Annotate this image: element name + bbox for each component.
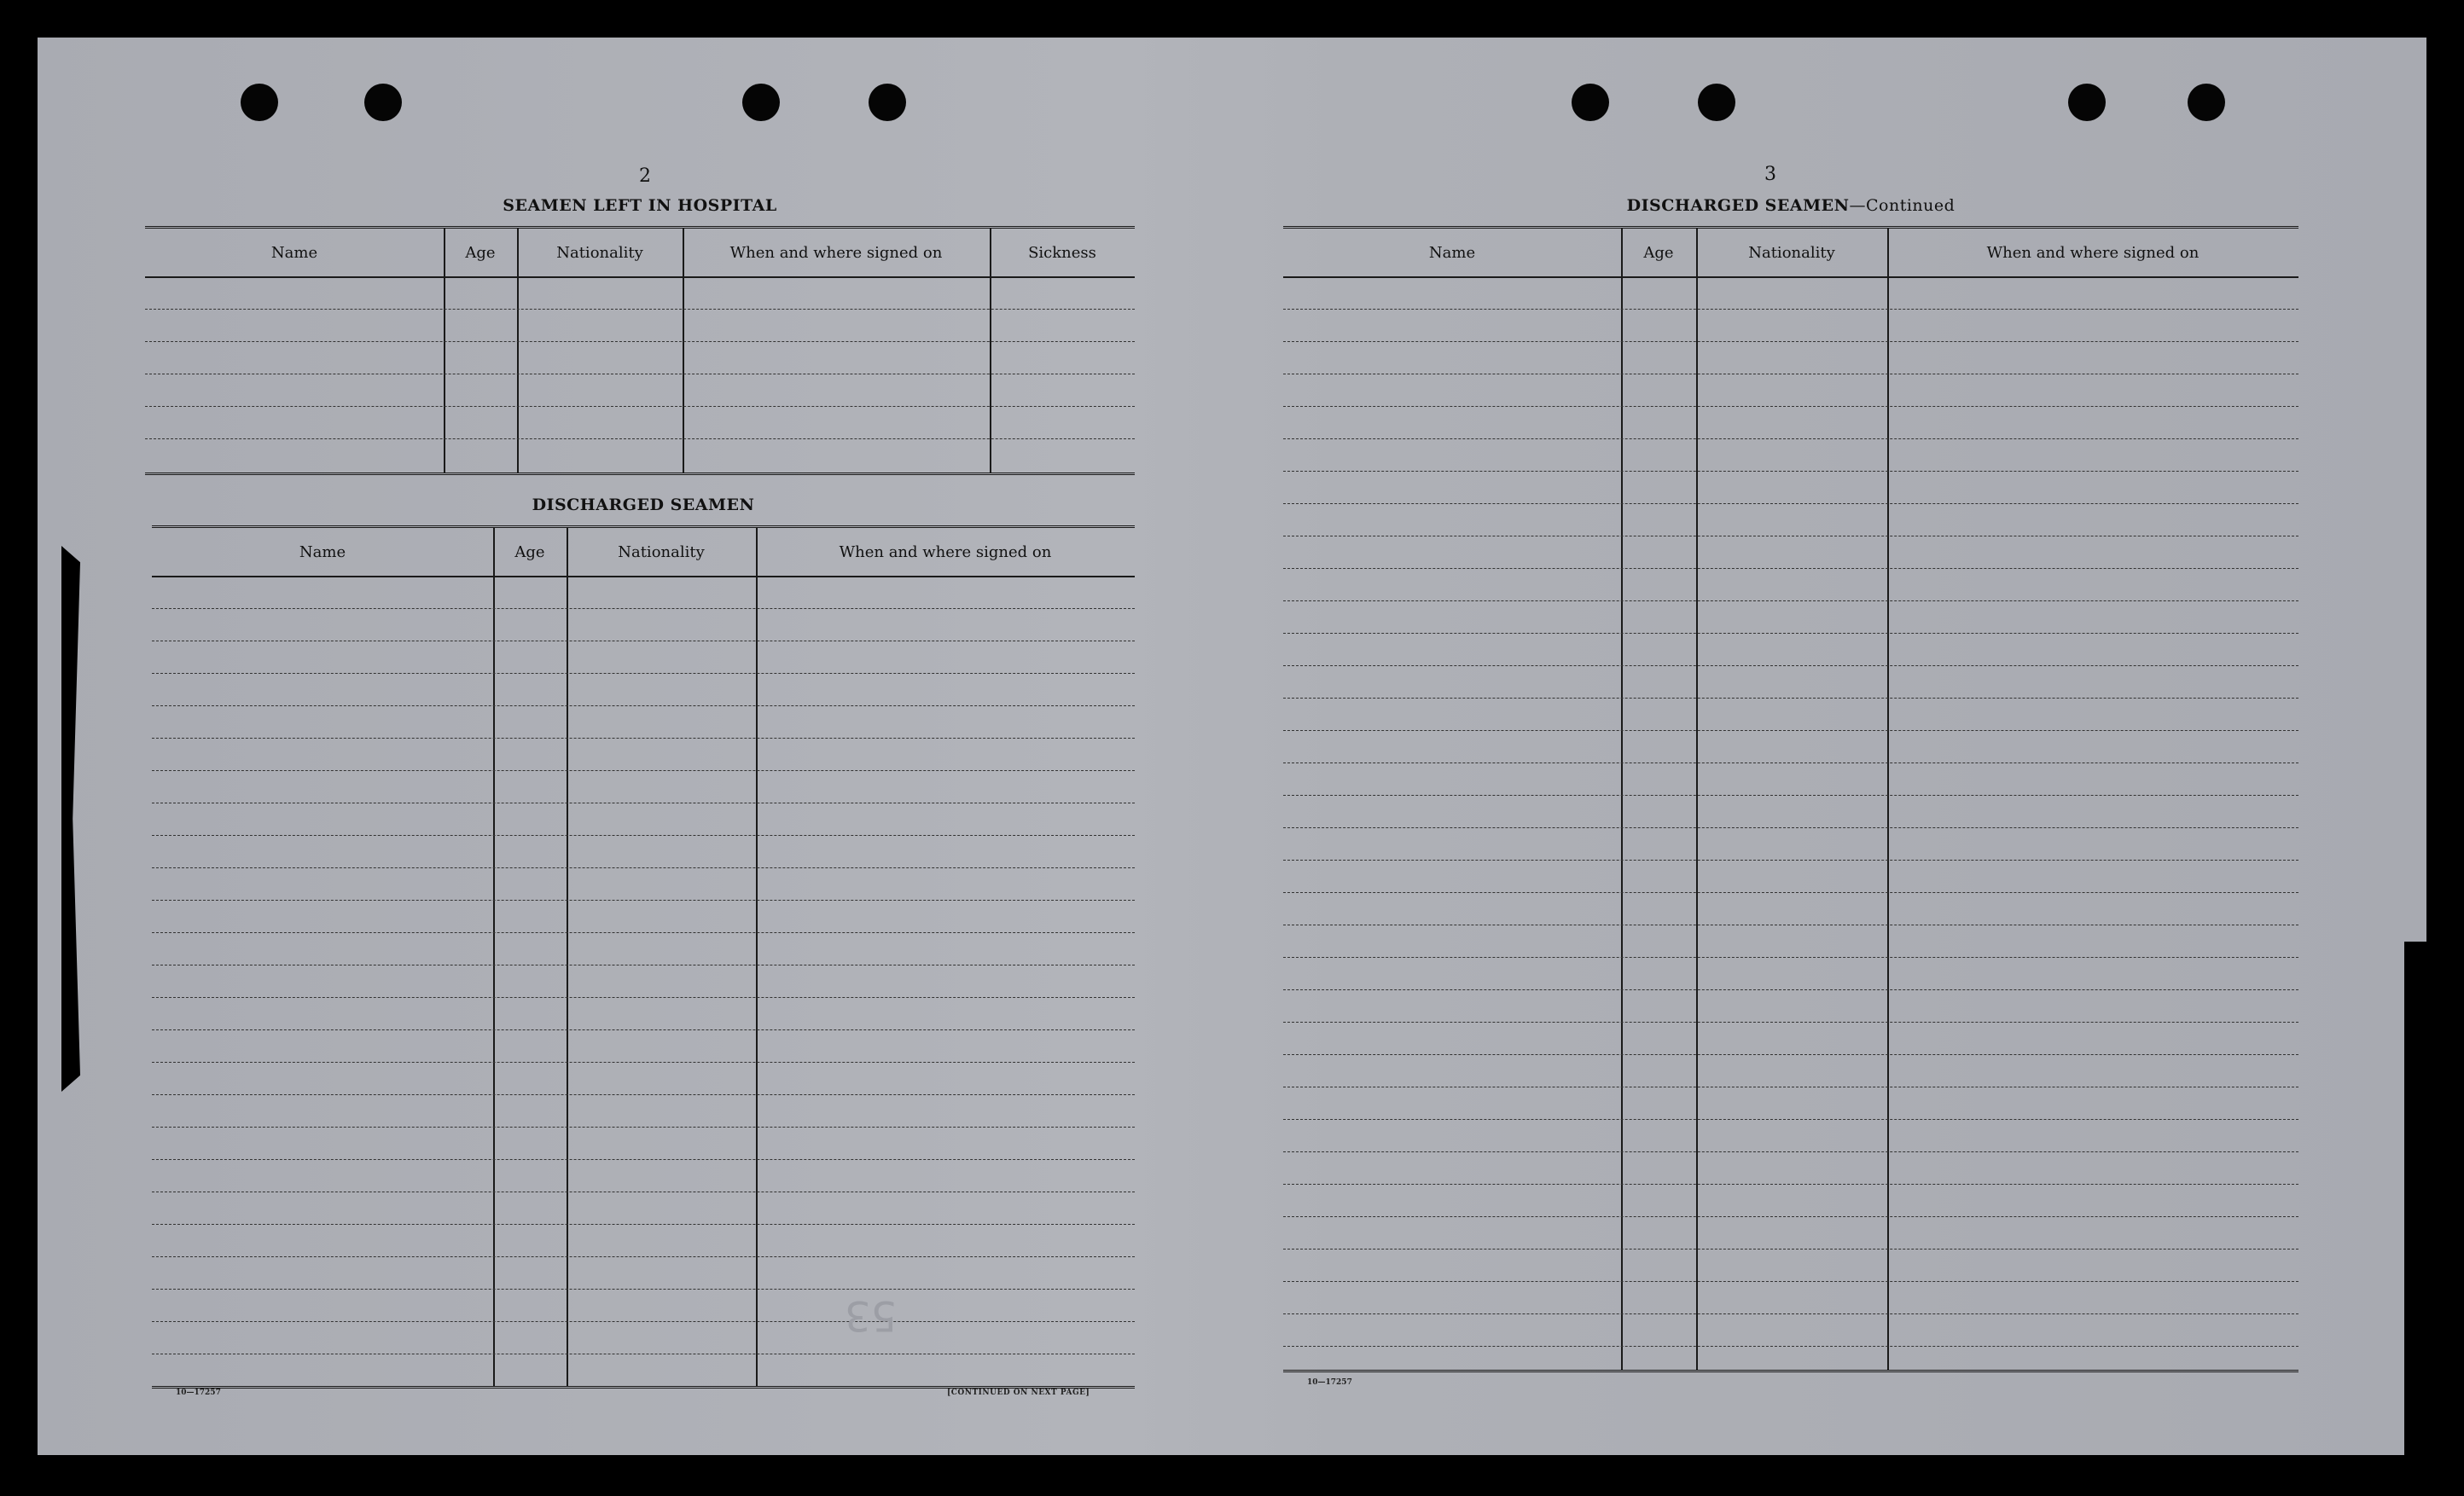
column-divider bbox=[990, 229, 991, 473]
table-row bbox=[152, 867, 1135, 868]
punch-hole bbox=[1698, 84, 1735, 121]
paper-edge-notch bbox=[61, 546, 80, 1092]
column-header-signed-on: When and where signed on bbox=[839, 542, 1052, 561]
table-row bbox=[1283, 1313, 2298, 1314]
table-row bbox=[152, 1321, 1135, 1322]
column-header-signed-on: When and where signed on bbox=[1986, 243, 2200, 262]
table-row bbox=[152, 738, 1135, 739]
column-header-sickness: Sickness bbox=[1028, 243, 1096, 262]
table-row bbox=[1283, 730, 2298, 731]
table-row bbox=[1283, 309, 2298, 310]
table-row bbox=[152, 1256, 1135, 1257]
punch-hole bbox=[364, 84, 402, 121]
table-row bbox=[152, 705, 1135, 706]
discharged-continued-table-header bbox=[1283, 229, 2298, 278]
punch-hole bbox=[869, 84, 906, 121]
table-row bbox=[1283, 633, 2298, 634]
column-divider bbox=[1887, 229, 1889, 1370]
punch-hole bbox=[1572, 84, 1609, 121]
table-row bbox=[1283, 1022, 2298, 1023]
discharged-continued-table bbox=[1283, 226, 2298, 1372]
table-row bbox=[152, 673, 1135, 674]
table-row bbox=[145, 438, 1135, 439]
table-row bbox=[1283, 438, 2298, 439]
column-header-age: Age bbox=[514, 542, 545, 561]
table-row bbox=[1283, 1184, 2298, 1185]
column-divider bbox=[493, 528, 495, 1386]
table-row bbox=[1283, 795, 2298, 796]
continued-note: [CONTINUED ON NEXT PAGE] bbox=[947, 1389, 1090, 1397]
stamp-number: 53 bbox=[845, 1291, 898, 1339]
table-row bbox=[145, 341, 1135, 342]
column-divider bbox=[1696, 229, 1698, 1370]
table-row bbox=[152, 1289, 1135, 1290]
hospital-table-header bbox=[145, 229, 1135, 278]
column-divider bbox=[517, 229, 519, 473]
form-code-right: 10—17257 bbox=[1307, 1378, 1352, 1387]
punch-hole bbox=[241, 84, 278, 121]
table-row bbox=[152, 1094, 1135, 1095]
column-header-nationality: Nationality bbox=[618, 542, 705, 561]
column-header-age: Age bbox=[1643, 243, 1674, 262]
column-header-name: Name bbox=[299, 542, 346, 561]
table-row bbox=[1283, 989, 2298, 990]
table-row bbox=[1283, 503, 2298, 504]
discharged-section-title: DISCHARGED SEAMEN bbox=[532, 496, 755, 514]
table-row bbox=[1283, 957, 2298, 958]
discharged-continued-title-main: DISCHARGED SEAMEN bbox=[1626, 196, 1850, 215]
table-row bbox=[152, 1127, 1135, 1128]
table-row bbox=[152, 608, 1135, 609]
discharged-table-header bbox=[152, 528, 1135, 577]
table-row bbox=[152, 1159, 1135, 1160]
column-divider bbox=[444, 229, 445, 473]
table-row bbox=[152, 900, 1135, 901]
paper-edge-notch bbox=[2404, 942, 2426, 1487]
column-divider bbox=[683, 229, 684, 473]
table-row bbox=[1283, 665, 2298, 666]
table-row bbox=[1283, 827, 2298, 828]
column-divider bbox=[756, 528, 758, 1386]
column-divider bbox=[1621, 229, 1623, 1370]
table-row bbox=[152, 1029, 1135, 1030]
column-header-nationality: Nationality bbox=[1748, 243, 1835, 262]
discharged-table bbox=[152, 525, 1135, 1389]
punch-hole bbox=[742, 84, 780, 121]
punch-hole bbox=[2068, 84, 2106, 121]
table-row bbox=[152, 997, 1135, 998]
discharged-continued-title bbox=[1283, 196, 2298, 215]
table-row bbox=[1283, 600, 2298, 601]
form-code-left: 10—17257 bbox=[176, 1389, 221, 1397]
table-row bbox=[1283, 406, 2298, 407]
table-row bbox=[1283, 1216, 2298, 1217]
table-row bbox=[1283, 892, 2298, 893]
table-row bbox=[1283, 471, 2298, 472]
page-number-left: 2 bbox=[639, 165, 651, 187]
table-row bbox=[145, 309, 1135, 310]
table-row bbox=[1283, 762, 2298, 763]
table-row bbox=[1283, 860, 2298, 861]
column-header-name: Name bbox=[270, 243, 318, 262]
column-header-signed-on: When and where signed on bbox=[729, 243, 943, 262]
table-row bbox=[1283, 568, 2298, 569]
table-row bbox=[1283, 1054, 2298, 1055]
table-row bbox=[1283, 1249, 2298, 1250]
table-row bbox=[152, 1062, 1135, 1063]
table-row bbox=[1283, 341, 2298, 342]
column-divider bbox=[567, 528, 568, 1386]
column-header-nationality: Nationality bbox=[556, 243, 643, 262]
table-row bbox=[1283, 1346, 2298, 1347]
table-row bbox=[152, 770, 1135, 771]
table-row bbox=[1283, 698, 2298, 699]
table-row bbox=[1283, 1281, 2298, 1282]
table-row bbox=[152, 835, 1135, 836]
column-header-name: Name bbox=[1428, 243, 1476, 262]
table-row bbox=[152, 932, 1135, 933]
page-number-right: 3 bbox=[1764, 164, 1776, 185]
table-row bbox=[145, 406, 1135, 407]
table-row bbox=[1283, 1151, 2298, 1152]
document-sheet bbox=[38, 38, 2426, 1455]
hospital-section-title: SEAMEN LEFT IN HOSPITAL bbox=[503, 196, 777, 215]
hospital-table bbox=[145, 226, 1135, 475]
punch-hole bbox=[2188, 84, 2225, 121]
table-row bbox=[152, 1224, 1135, 1225]
table-row bbox=[1283, 1119, 2298, 1120]
discharged-continued-title-suffix: —Continued bbox=[1849, 196, 1956, 215]
column-header-age: Age bbox=[465, 243, 496, 262]
